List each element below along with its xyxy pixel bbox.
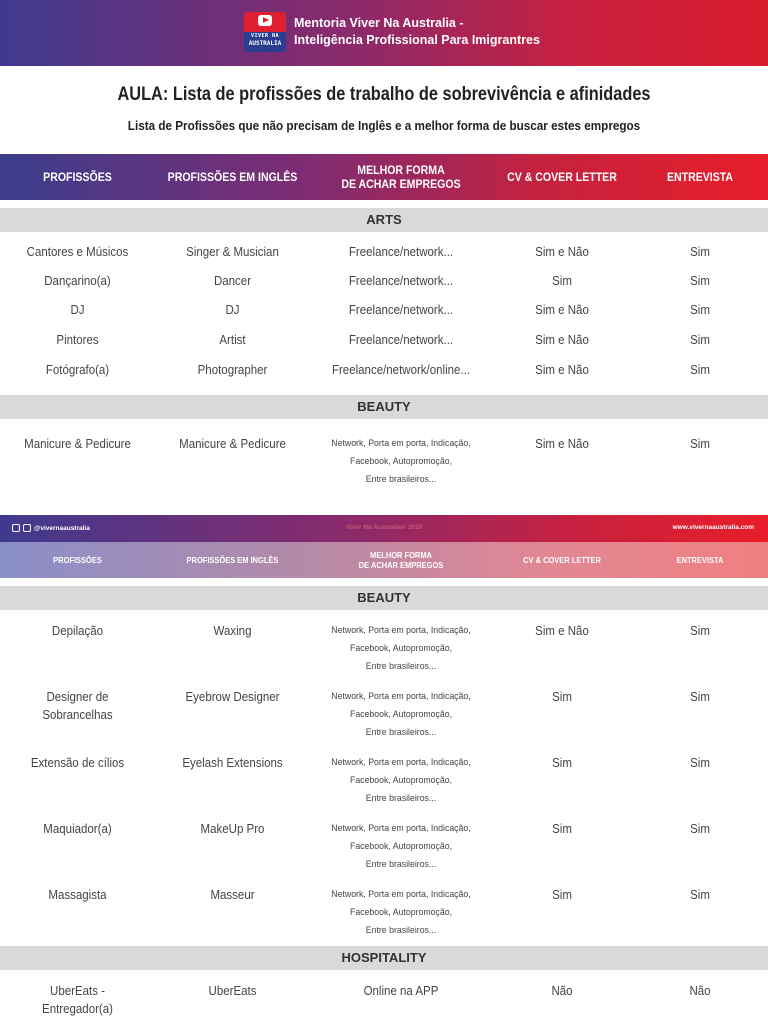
brand-text [294,15,540,49]
col-header-cv: CV & COVER LETTER [523,555,601,565]
col-header-profissoes-ingles: PROFISSÕES EM INGLÊS [186,555,279,565]
col-header-entrevista: ENTREVISTA [666,170,734,184]
col-header-cv: CV & COVER LETTER [507,170,617,184]
brand-line-2: Inteligência Profissional Para Imigrantres [294,33,540,47]
page-subtitle: Lista de Profissões que não precisam de Inglês e a melhor forma de buscar estes empregos [127,118,641,133]
section-arts: ARTS [0,208,768,232]
website-link[interactable]: www.vivernaaustralia.com [672,524,754,531]
play-icon [258,15,272,26]
table-header [0,542,768,578]
viver-na-australia-logo: VIVER NA AUSTRALIA [244,12,286,52]
brand-line-1: Mentoria Viver Na Australia - [294,16,464,30]
col-header-profissoes-ingles: PROFISSÕES EM INGLÊS [167,170,298,184]
col-header-melhor-forma: MELHOR FORMA DE ACHAR EMPREGOS [341,163,461,191]
section-hospitality: HOSPITALITY [0,946,768,970]
col-header-profissoes: PROFISSÕES [53,555,102,565]
col-header-melhor-forma: MELHOR FORMA DE ACHAR EMPREGOS [358,550,444,570]
section-beauty: BEAUTY [0,395,768,419]
table-header [0,154,768,200]
col-header-profissoes: PROFISSÕES [43,170,112,184]
copyright-text: Viver Na Australia® 2019 [345,524,423,531]
top-banner [0,0,768,66]
col-header-entrevista: ENTREVISTA [676,555,724,565]
section-beauty: BEAUTY [0,586,768,610]
page-footer [0,515,768,542]
social-handle: @vivernaaustralia [12,524,90,532]
page-title: AULA: Lista de profissões de trabalho de sobrevivência e afinidades [117,84,651,105]
